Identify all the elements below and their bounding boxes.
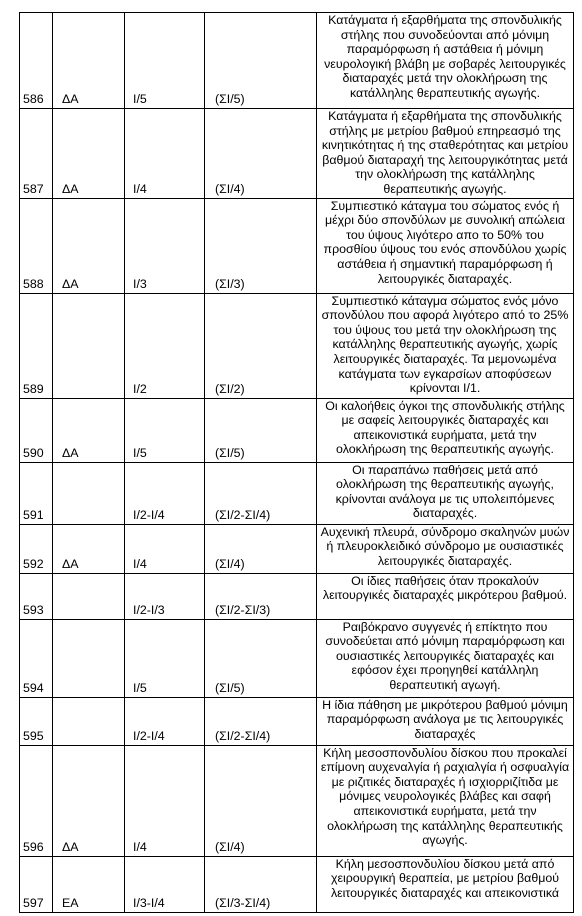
row-number: 595 <box>20 697 53 745</box>
row-description: Κήλη μεσοσπονδυλίου δίσκου μετά από χειρουργική θεραπεία, με μετρίου βαθμού λειτουργικές διαταραχές και απεικονιστικά <box>317 856 574 912</box>
table-row <box>20 462 574 524</box>
row-number: 589 <box>20 293 53 398</box>
row-degree: Ι/2-Ι/3 <box>125 573 205 619</box>
row-category <box>53 573 125 619</box>
row-percentage: (ΣΙ/3-ΣΙ/4) <box>205 856 317 912</box>
row-category: ΕΑ <box>53 856 125 912</box>
row-number: 588 <box>20 198 53 293</box>
row-category <box>53 462 125 524</box>
row-description: Η ίδια πάθηση με μικρότερου βαθμού μόνιμη παραμόρφωση ανάλογα με τις λειτουργικές διαταραχές <box>317 697 574 745</box>
table-row <box>20 109 574 199</box>
row-percentage: (ΣΙ/2) <box>205 293 317 398</box>
table-row <box>20 573 574 619</box>
row-category: ΔΑ <box>53 524 125 573</box>
table-row <box>20 856 574 912</box>
row-number: 596 <box>20 745 53 856</box>
row-description: Συμπιεστικό κάταγμα σώματος ενός μόνο σπονδύλου που αφορά λιγότερο από το 25% του ύψους του μετά την ολοκλήρωση της κατάλληλης θεραπευτικής αγωγής, χωρίς λειτουργικές διαταραχές. Τα μεμονωμένα κατάγματα των εγκαρσίων αποφύσεων κρίνονται Ι/1. <box>317 293 574 398</box>
row-description: Κατάγματα ή εξαρθήματα της σπονδυλικής στήλης που συνοδεύονται από μόνιμη παραμόρφωση ή αστάθεια ή μόνιμη νευρολογική βλάβη με σοβαρές λειτουργικές διαταραχές μετά την ολοκλήρωση της κατάλληλης θεραπευτικής αγωγής. <box>317 13 574 109</box>
disability-table <box>19 12 574 913</box>
row-percentage: (ΣΙ/2-ΣΙ/3) <box>205 573 317 619</box>
row-degree: Ι/5 <box>125 13 205 109</box>
row-category <box>53 697 125 745</box>
row-degree: Ι/2 <box>125 293 205 398</box>
row-description: Ραιβόκρανο συγγενές ή επίκτητο που συνοδεύεται από μόνιμη παραμόρφωση και ουσιαστικές λειτουργικές διαταραχές και εφόσον έχει προηγηθεί κατάλληλη θεραπευτική αγωγή. <box>317 619 574 697</box>
row-category: ΔΑ <box>53 398 125 462</box>
table-row <box>20 198 574 293</box>
row-percentage: (ΣΙ/3) <box>205 198 317 293</box>
table-row <box>20 619 574 697</box>
row-category: ΔΑ <box>53 109 125 199</box>
row-number: 591 <box>20 462 53 524</box>
row-percentage: (ΣΙ/5) <box>205 398 317 462</box>
row-number: 587 <box>20 109 53 199</box>
table-row <box>20 293 574 398</box>
row-description: Οι ίδιες παθήσεις όταν προκαλούν λειτουργικές διαταραχές μικρότερου βαθμού. <box>317 573 574 619</box>
row-category <box>53 293 125 398</box>
row-percentage: (ΣΙ/5) <box>205 13 317 109</box>
row-degree: Ι/4 <box>125 524 205 573</box>
row-percentage: (ΣΙ/2-ΣΙ/4) <box>205 697 317 745</box>
row-number: 593 <box>20 573 53 619</box>
row-percentage: (ΣΙ/4) <box>205 745 317 856</box>
row-number: 597 <box>20 856 53 912</box>
row-number: 590 <box>20 398 53 462</box>
row-number: 594 <box>20 619 53 697</box>
row-degree: Ι/5 <box>125 398 205 462</box>
row-category: ΔΑ <box>53 745 125 856</box>
row-number: 592 <box>20 524 53 573</box>
row-category: ΔΑ <box>53 198 125 293</box>
table-row <box>20 13 574 109</box>
row-degree: Ι/4 <box>125 745 205 856</box>
row-description: Αυχενική πλευρά, σύνδρομο σκαληνών μυών ή πλευροκλειδικό σύνδρομο με ουσιαστικές λειτουργικές διαταραχές. <box>317 524 574 573</box>
table-row <box>20 697 574 745</box>
row-degree: Ι/3-Ι/4 <box>125 856 205 912</box>
row-percentage: (ΣΙ/2-ΣΙ/4) <box>205 462 317 524</box>
row-percentage: (ΣΙ/4) <box>205 524 317 573</box>
row-number: 586 <box>20 13 53 109</box>
row-degree: Ι/2-Ι/4 <box>125 462 205 524</box>
row-description: Οι καλοήθεις όγκοι της σπονδυλικής στήλης με σαφείς λειτουργικές διαταραχές και απεικονιστικά ευρήματα, μετά την ολοκλήρωση της θεραπευτικής αγωγής. <box>317 398 574 462</box>
row-description: Κατάγματα ή εξαρθήματα της σπονδυλικής στήλης με μετρίου βαθμού επηρεασμό της κινητικότητας ή της σταθερότητας και μετρίου βαθμού διαταραχή της λειτουργικότητας μετά την ολοκλήρωση της κατάλληλης θεραπευτικής αγωγής. <box>317 109 574 199</box>
row-degree: Ι/4 <box>125 109 205 199</box>
table-row <box>20 398 574 462</box>
row-description: Οι παραπάνω παθήσεις μετά από ολοκλήρωση της θεραπευτικής αγωγής, κρίνονται ανάλογα με τις υπολειπόμενες διαταραχές. <box>317 462 574 524</box>
row-degree: Ι/3 <box>125 198 205 293</box>
row-category: ΔΑ <box>53 13 125 109</box>
table-row <box>20 524 574 573</box>
row-degree: Ι/2-Ι/4 <box>125 697 205 745</box>
row-category <box>53 619 125 697</box>
row-description: Συμπιεστικό κάταγμα του σώματος ενός ή μέχρι δύο σπονδύλων με συνολική απώλεια του ύψους λιγότερο απο το 50% του προσθίου ύψους του ενός σπονδύλου χωρίς αστάθεια ή σημαντική παραμόρφωση ή λειτουργικές διαταραχές. <box>317 198 574 293</box>
table-row <box>20 745 574 856</box>
row-percentage: (ΣΙ/4) <box>205 109 317 199</box>
row-percentage: (ΣΙ/5) <box>205 619 317 697</box>
row-description: Κήλη μεσοσπονδυλίου δίσκου που προκαλεί επίμονη αυχεναλγία ή ραχιαλγία ή οσφυαλγία με ριζιτικές διαταραχές ή ισχιορριζίτιδα με μόνιμες νευρολογικές βλάβες και σαφή απεικονιστικά ευρήματα, μετά την ολοκλήρωση της κατάλληλης θεραπευτικής αγωγής. <box>317 745 574 856</box>
row-degree: Ι/5 <box>125 619 205 697</box>
